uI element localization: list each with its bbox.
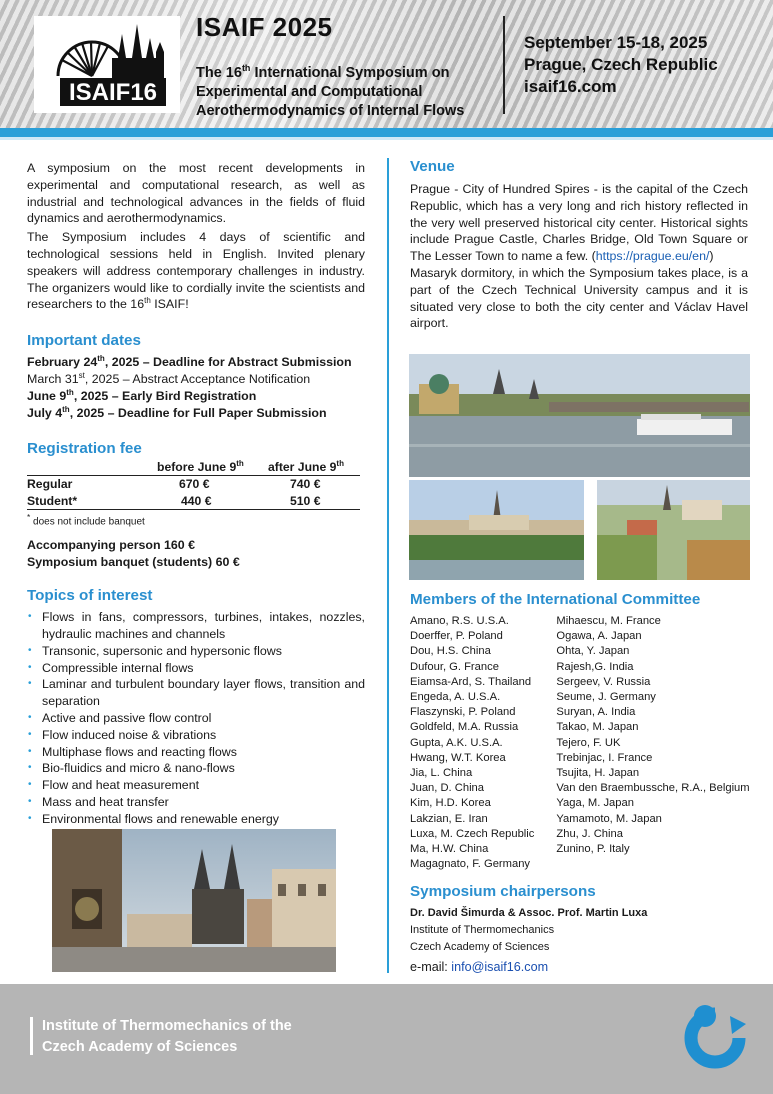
venue-heading: Venue [410, 158, 455, 175]
header-accent-bar [0, 128, 773, 137]
list-item: Kim, H.D. Korea [410, 797, 491, 810]
topics-heading: Topics of interest [27, 587, 153, 605]
list-item: Amano, R.S. U.S.A. [410, 615, 509, 627]
list-item: Yaga, M. Japan [556, 797, 634, 810]
intro-paragraph-2: The Symposium includes 4 days of scientific and technological sessions held in English. Invited plenary speakers will address contemporary challenges in industry. The organizers would like to cordially invite the scientists and researchers to the 16th ISAIF! [27, 230, 365, 312]
committee-heading: Members of the International Committee [410, 591, 701, 608]
chairpersons-names: Dr. David Šimurda & Assoc. Prof. Martin Luxa [410, 907, 648, 919]
list-item: Hwang, W.T. Korea [410, 751, 506, 764]
list-item: Mihaescu, M. France [556, 615, 661, 627]
registration-fee-table [27, 458, 360, 510]
event-dates: September 15-18, 2025 [524, 33, 708, 52]
header-banner [0, 0, 773, 140]
bullet-icon: • [28, 795, 32, 807]
event-info [524, 32, 718, 98]
topic-item: • Bio-fluidics and micro & nano-flows [28, 761, 235, 776]
left-column [27, 160, 365, 828]
email-link[interactable]: info@isaif16.com [451, 960, 549, 974]
list-item: Yamamoto, M. Japan [556, 812, 662, 825]
list-item: Magagnato, F. Germany [410, 858, 531, 871]
topic-item: • Flows in fans, compressors, turbines, intakes, nozzles, hydraulic machines and channels [28, 610, 365, 641]
list-item: Van den Braembussche, R.A., Belgium [556, 782, 750, 795]
list-item: Zhu, J. China [556, 827, 623, 840]
list-item: Zunino, P. Italy [556, 843, 630, 856]
list-item: Seume, J. Germany [556, 691, 656, 704]
accompanying-person-fee: Accompanying person 160 € [27, 538, 196, 553]
committee-column-1 [410, 614, 556, 872]
bullet-icon: • [28, 812, 32, 824]
list-item: Flaszynski, P. Poland [410, 706, 516, 719]
topic-item: • Laminar and turbulent boundary layer flows, transition and separation [28, 677, 365, 709]
list-item: Eiamsa-Ard, S. Thailand [410, 675, 532, 688]
bullet-icon: • [28, 779, 32, 791]
date-abstract-deadline: February 24th, 2025 – Deadline for Abstract Submission [27, 354, 352, 370]
committee-list [410, 614, 760, 872]
old-town-square-photo [52, 829, 336, 972]
fee-table-header: before June 9th after June 9th [27, 458, 360, 475]
committee-section [410, 591, 760, 872]
list-item: Juan, D. China [410, 782, 485, 795]
footer [0, 984, 773, 1094]
column-divider [387, 158, 389, 973]
list-item: Gupta, A.K. U.S.A. [410, 736, 503, 749]
isaif-logo [34, 16, 180, 113]
topic-item: • Flow induced noise & vibrations [28, 727, 217, 742]
topic-item: • Compressible internal flows [28, 660, 194, 675]
symposium-title: ISAIF 2025 [196, 12, 333, 42]
prague-link[interactable]: https://prague.eu/en/ [595, 249, 710, 264]
venue-paragraph-2: Masaryk dormitory, in which the Symposium takes place, is a part of the Czech Technical University campus and it is situated very close to both the city center and Václav Havel airport. [410, 265, 748, 331]
topic-item: • Active and passive flow control [28, 710, 212, 725]
header-divider [503, 16, 505, 114]
institute-logo-icon [682, 1002, 748, 1077]
list-item: Suryan, A. India [556, 706, 636, 719]
charles-bridge-photo [409, 354, 750, 477]
symposium-subtitle: The 16th International Symposium on Experimental and Computational Aerothermodynamics of Internal Flows [196, 63, 465, 119]
header-accent-line [0, 137, 773, 140]
city-aerial-photo [597, 480, 750, 580]
bullet-icon: • [28, 711, 32, 723]
fee-footnote: * does not include banquet [27, 511, 145, 528]
chair-academy: Czech Academy of Sciences [410, 941, 550, 953]
list-item: Ogawa, A. Japan [556, 630, 642, 643]
bullet-icon: • [28, 661, 32, 673]
event-website[interactable]: isaif16.com [524, 77, 617, 96]
important-dates-heading: Important dates [27, 332, 141, 350]
date-full-paper-deadline: July 4th, 2025 – Deadline for Full Paper Submission [27, 404, 327, 420]
list-item: Jia, L. China [410, 767, 473, 780]
fee-row-regular: Regular 670 € 740 € [27, 477, 321, 492]
list-item: Ohta, Y. Japan [556, 645, 630, 658]
footer-institute-name: Institute of Thermomechanics of the Czech Academy of Sciences [42, 1018, 292, 1055]
list-item: Doerffer, P. Poland [410, 630, 503, 643]
topic-item: • Environmental flows and renewable energy [28, 811, 279, 826]
list-item: Sergeev, V. Russia [556, 675, 651, 688]
bullet-icon: • [28, 611, 32, 623]
prague-castle-photo [409, 480, 584, 580]
chair-institute: Institute of Thermomechanics [410, 924, 555, 936]
list-item: Takao, M. Japan [556, 721, 639, 734]
contact-email: e-mail: info@isaif16.com [410, 960, 549, 974]
list-item: Dou, H.S. China [410, 645, 491, 658]
bullet-icon: • [28, 644, 32, 656]
list-item: Lakzian, E. Iran [410, 812, 488, 825]
important-dates-list [27, 354, 365, 421]
chairpersons-section [410, 883, 755, 974]
list-item: Tsujita, H. Japan [556, 767, 640, 780]
topic-item: • Mass and heat transfer [28, 794, 169, 809]
fee-row-student: Student* 440 € 510 € [27, 492, 360, 509]
list-item: Rajesh,G. India [556, 660, 634, 673]
bullet-icon: • [28, 762, 32, 774]
list-item: Ma, H.W. China [410, 843, 489, 856]
list-item: Engeda, A. U.S.A. [410, 691, 501, 704]
footer-accent-bar [30, 1017, 33, 1055]
topic-item: • Flow and heat measurement [28, 778, 200, 793]
bullet-icon: • [28, 745, 32, 757]
intro-paragraph-1: A symposium on the most recent developments in experimental and computational research, as well as industrial and technological advances in the fields of fluid dynamics and aerothermodynamics. [27, 161, 365, 226]
list-item: Trebinjac, I. France [556, 751, 653, 764]
list-item: Dufour, G. France [410, 660, 499, 673]
topic-item: • Transonic, supersonic and hypersonic flows [28, 643, 282, 658]
topics-list [27, 609, 365, 827]
date-early-bird: June 9th, 2025 – Early Bird Registration [27, 387, 257, 403]
list-item: Luxa, M. Czech Republic [410, 827, 535, 840]
bullet-icon: • [28, 678, 32, 690]
date-acceptance-notification: March 31st, 2025 – Abstract Acceptance Notification [27, 370, 311, 386]
bullet-icon: • [28, 728, 32, 740]
committee-column-2 [556, 614, 760, 872]
banquet-fee: Symposium banquet (students) 60 € [27, 555, 240, 570]
logo-text: ISAIF16 [68, 79, 158, 106]
list-item: Goldfeld, M.A. Russia [410, 721, 519, 734]
registration-fee-heading: Registration fee [27, 440, 142, 458]
event-location: Prague, Czech Republic [524, 55, 718, 74]
right-column [410, 158, 748, 332]
chairpersons-heading: Symposium chairpersons [410, 883, 596, 900]
venue-paragraph-1: Prague - City of Hundred Spires - is the capital of the Czech Republic, which has a very long and rich history reflected in the very well preserved historical city center. Historical sights include Prague Castle, Charles Bridge, Old Town Square or The Lesser Town to name a few. (https://prague.eu/en/) [410, 182, 748, 264]
topic-item: • Multiphase flows and reacting flows [28, 744, 237, 759]
list-item: Tejero, F. UK [556, 736, 621, 749]
